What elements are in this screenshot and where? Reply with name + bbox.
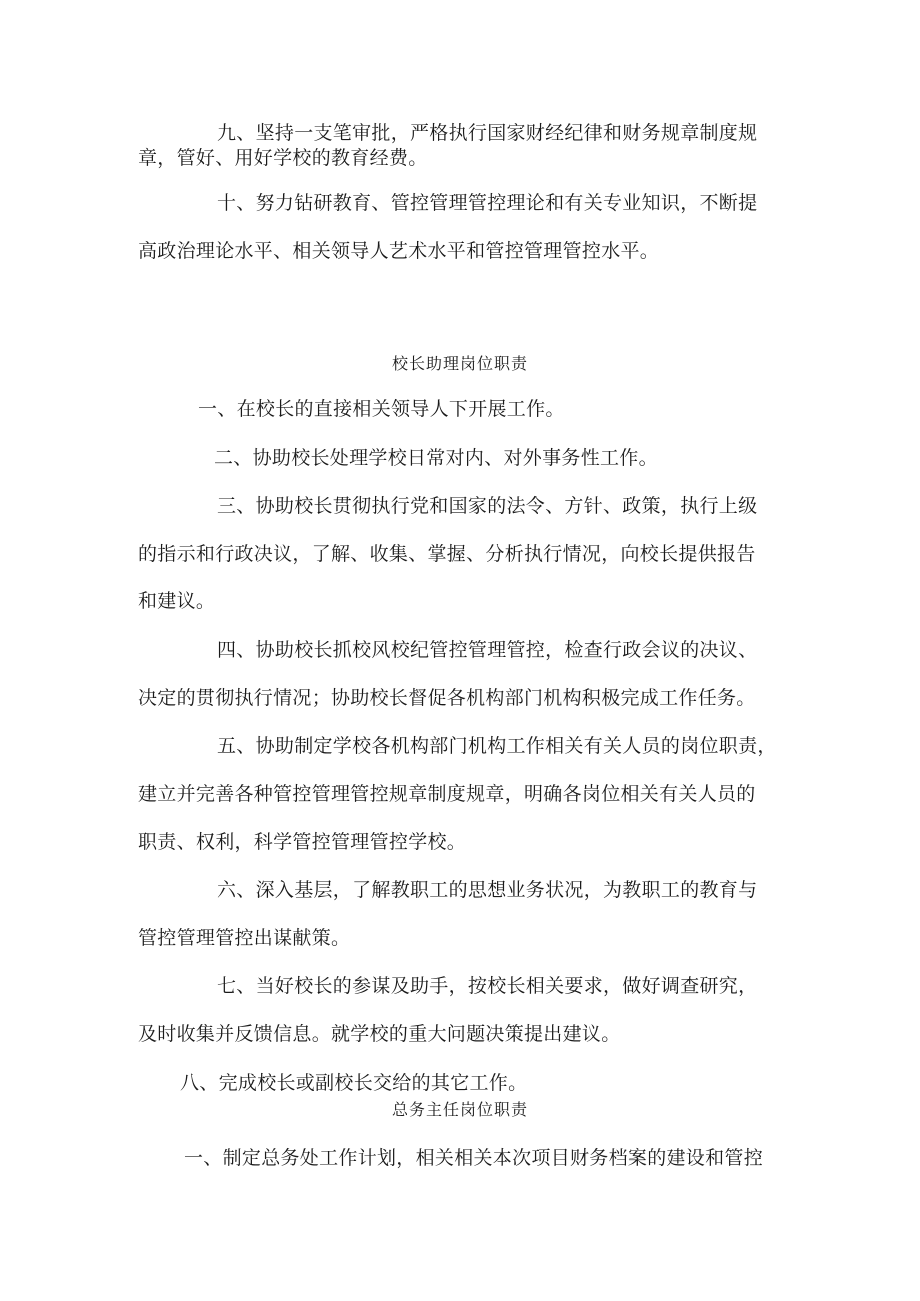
paragraph-line: 八、完成校长或副校长交给的其它工作。	[180, 1072, 528, 1094]
paragraph-line: 高政治理论水平、相关领导人艺术水平和管控管理管控水平。	[138, 240, 660, 262]
paragraph-line: 管控管理管控出谋献策。	[138, 927, 351, 949]
paragraph-line: 决定的贯彻执行情况；协助校长督促各机构部门机构积极完成工作任务。	[138, 687, 756, 709]
paragraph-line: 一、在校长的直接相关领导人下开展工作。	[198, 398, 565, 420]
paragraph-line: 五、协助制定学校各机构部门机构工作相关有关人员的岗位职责，	[217, 735, 777, 757]
paragraph-line: 三、协助校长贯彻执行党和国家的法令、方针、政策，执行上级	[217, 495, 758, 517]
paragraph-line: 十、努力钻研教育、管控管理管控理论和有关专业知识，不断提	[217, 192, 758, 214]
section-title: 总务主任岗位职责	[391, 1100, 528, 1119]
paragraph-line: 职责、权利，科学管控管理管控学校。	[138, 831, 467, 853]
paragraph-line: 四、协助校长抓校风校纪管控管理管控，检查行政会议的决议、	[217, 639, 758, 661]
paragraph-line: 章，管好、用好学校的教育经费。	[138, 147, 428, 169]
paragraph-line: 七、当好校长的参谋及助手，按校长相关要求，做好调查研究，	[217, 975, 758, 997]
paragraph-line: 一、制定总务处工作计划，相关相关本次项目财务档案的建设和管控	[184, 1147, 764, 1169]
paragraph-line: 建立并完善各种管控管理管控规章制度规章，明确各岗位相关有关人员的	[138, 783, 756, 805]
section-title: 校长助理岗位职责	[391, 354, 528, 373]
paragraph-line: 六、深入基层，了解教职工的思想业务状况，为教职工的教育与	[217, 879, 758, 901]
paragraph-line: 及时收集并反馈信息。就学校的重大问题决策提出建议。	[138, 1023, 621, 1045]
paragraph-line: 和建议。	[138, 590, 216, 612]
paragraph-line: 九、坚持一支笔审批，严格执行国家财经纪律和财务规章制度规	[217, 122, 758, 144]
paragraph-line: 的指示和行政决议，了解、收集、掌握、分析执行情况，向校长提供报告	[138, 543, 756, 565]
paragraph-line: 二、协助校长处理学校日常对内、对外事务性工作。	[214, 447, 658, 469]
